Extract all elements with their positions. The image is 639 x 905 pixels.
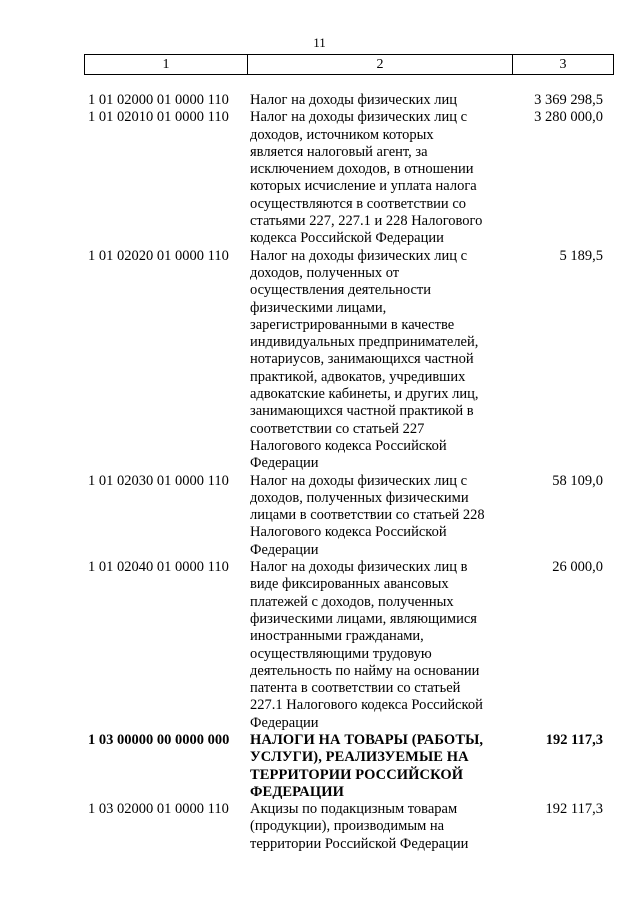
row-amount: 58 109,0: [552, 472, 603, 489]
table-row: [88, 92, 603, 109]
row-code: 1 03 00000 00 0000 000: [88, 731, 230, 748]
column-header-row: [85, 55, 614, 75]
row-name: Налог на доходы физических лиц в виде фиксированных авансовых платежей с доходов, полученных физическими лицами, являющимися иностранными гражданами, осуществляющими трудовую деятельность по найму на основании патента в соответствии со статьей 227.1 Налогового кодекса Российской Федерации: [250, 559, 483, 731]
column-header-2: 2: [248, 55, 513, 75]
row-amount: 192 117,3: [545, 731, 603, 748]
row-code: 1 01 02030 01 0000 110: [88, 472, 229, 489]
page-number: 11: [313, 35, 326, 50]
row-name: Налог на доходы физических лиц с доходов, полученных от осуществления деятельности физическими лицами, зарегистрированными в качестве индивидуальных предпринимателей, нотариусов, занимающихся частной практикой, адвокатов, учредивших адвокатские кабинеты, и других лиц, занимающихся частной практикой в соответствии со статьей 227 Налогового кодекса Российской Федерации: [250, 247, 479, 472]
table-row: [88, 109, 603, 247]
table-row: [88, 473, 603, 559]
row-amount: 5 189,5: [559, 247, 603, 264]
row-amount: 3 369 298,5: [534, 92, 603, 108]
column-header-table: [84, 54, 614, 75]
row-code: 1 01 02020 01 0000 110: [88, 247, 229, 264]
row-name: Акцизы по подакцизным товарам (продукции), производимым на территории Российской Федерации: [250, 801, 469, 852]
row-code: 1 01 02010 01 0000 110: [88, 109, 229, 126]
column-header-3: 3: [513, 55, 614, 75]
table-row: [88, 801, 603, 853]
row-name: Налог на доходы физических лиц с доходов, источником которых является налоговый агент, за исключением доходов, в отношении которых исчисление и уплата налога осуществляются в соответствии со статьями 227, 227.1 и 228 Налогового кодекса Российской Федерации: [250, 109, 483, 247]
revenue-table-body: [88, 92, 603, 853]
column-header-1: 1: [85, 55, 248, 75]
row-amount: 3 280 000,0: [534, 109, 603, 126]
table-row: [88, 559, 603, 732]
table-row: [88, 248, 603, 473]
row-code: 1 01 02040 01 0000 110: [88, 559, 229, 576]
row-code: 1 03 02000 01 0000 110: [88, 801, 229, 818]
row-name: НАЛОГИ НА ТОВАРЫ (РАБОТЫ, УСЛУГИ), РЕАЛИЗУЕМЫЕ НА ТЕРРИТОРИИ РОССИЙСКОЙ ФЕДЕРАЦИИ: [250, 731, 484, 800]
row-name: Налог на доходы физических лиц с доходов, полученных физическими лицами в соответствии со статьей 228 Налогового кодекса Российской Федерации: [250, 472, 485, 558]
row-amount: 192 117,3: [545, 801, 603, 818]
table-row-section-header: [88, 732, 603, 801]
row-name: Налог на доходы физических лиц: [250, 92, 458, 108]
row-code: 1 01 02000 01 0000 110: [88, 92, 229, 108]
row-amount: 26 000,0: [552, 559, 603, 576]
